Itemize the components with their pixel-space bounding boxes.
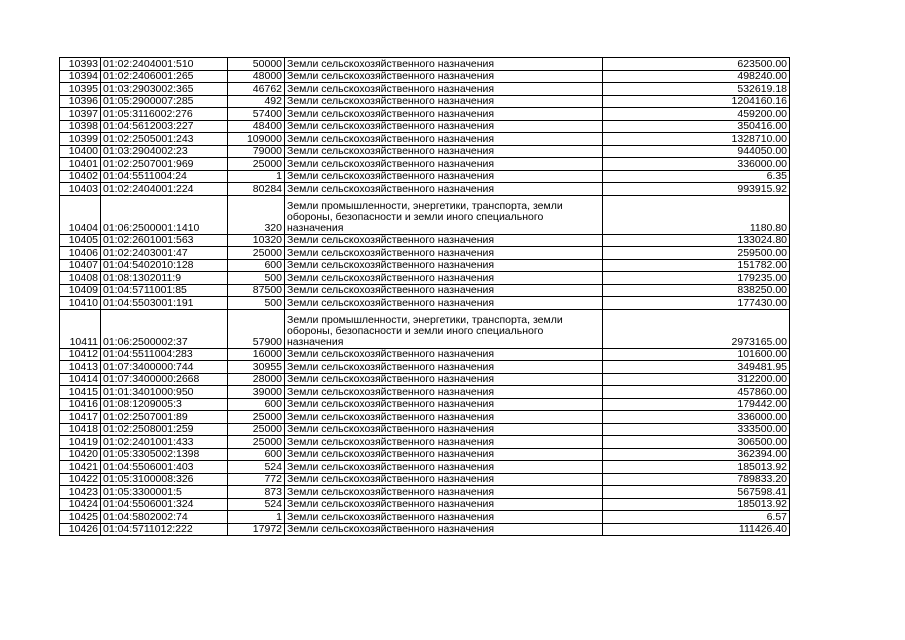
- cell-cadastral-value: 133024.80: [603, 234, 790, 247]
- table-row: [60, 398, 790, 411]
- cell-cadastral-number: 01:05:3100008:326: [101, 473, 228, 486]
- cell-cadastral-value: 838250.00: [603, 284, 790, 297]
- cell-row-number: 10420: [60, 448, 101, 461]
- cell-row-number: 10415: [60, 386, 101, 399]
- cell-cadastral-number: 01:02:2505001:243: [101, 133, 228, 146]
- cell-cadastral-number: 01:02:2404001:510: [101, 58, 228, 71]
- table-row: [60, 158, 790, 171]
- cell-area: 57400: [228, 108, 285, 121]
- cell-cadastral-value: 6.57: [603, 511, 790, 524]
- cell-cadastral-number: 01:02:2601001:563: [101, 234, 228, 247]
- cell-cadastral-number: 01:04:5506001:403: [101, 461, 228, 474]
- cell-land-category: Земли сельскохозяйственного назначения: [285, 511, 603, 524]
- cell-cadastral-number: 01:06:2500002:37: [101, 309, 228, 348]
- cell-cadastral-number: 01:06:2500001:1410: [101, 195, 228, 234]
- cell-area: 25000: [228, 436, 285, 449]
- cell-cadastral-number: 01:02:2403001:47: [101, 247, 228, 260]
- cell-row-number: 10418: [60, 423, 101, 436]
- cell-row-number: 10413: [60, 361, 101, 374]
- cell-area: 600: [228, 398, 285, 411]
- cell-area: 600: [228, 259, 285, 272]
- cell-row-number: 10399: [60, 133, 101, 146]
- cell-cadastral-value: 179235.00: [603, 272, 790, 285]
- cell-cadastral-number: 01:04:5612003:227: [101, 120, 228, 133]
- cell-area: 320: [228, 195, 285, 234]
- cell-row-number: 10419: [60, 436, 101, 449]
- cell-area: 48400: [228, 120, 285, 133]
- cell-cadastral-value: 532619.18: [603, 83, 790, 96]
- cell-land-category: Земли сельскохозяйственного назначения: [285, 158, 603, 171]
- cell-row-number: 10423: [60, 486, 101, 499]
- cell-row-number: 10416: [60, 398, 101, 411]
- cell-cadastral-value: 1328710.00: [603, 133, 790, 146]
- cell-cadastral-value: 498240.00: [603, 70, 790, 83]
- cell-row-number: 10407: [60, 259, 101, 272]
- cell-area: 16000: [228, 348, 285, 361]
- cell-land-category: Земли сельскохозяйственного назначения: [285, 183, 603, 196]
- cell-row-number: 10405: [60, 234, 101, 247]
- cell-land-category: Земли сельскохозяйственного назначения: [285, 373, 603, 386]
- cell-cadastral-number: 01:04:5802002:74: [101, 511, 228, 524]
- table-row: [60, 436, 790, 449]
- table-row: [60, 361, 790, 374]
- table-row: [60, 411, 790, 424]
- cell-cadastral-number: 01:04:5506001:324: [101, 498, 228, 511]
- cell-cadastral-value: 350416.00: [603, 120, 790, 133]
- cell-cadastral-value: 185013.92: [603, 498, 790, 511]
- cell-cadastral-number: 01:05:2900007:285: [101, 95, 228, 108]
- cell-cadastral-value: 336000.00: [603, 158, 790, 171]
- cell-area: 87500: [228, 284, 285, 297]
- cell-land-category: Земли сельскохозяйственного назначения: [285, 284, 603, 297]
- cell-land-category: Земли промышленности, энергетики, транспорта, земли обороны, безопасности и земли иного специального назначения: [285, 309, 603, 348]
- cell-land-category: Земли сельскохозяйственного назначения: [285, 423, 603, 436]
- table-row: [60, 95, 790, 108]
- cell-land-category: Земли сельскохозяйственного назначения: [285, 348, 603, 361]
- cell-area: 79000: [228, 145, 285, 158]
- cell-cadastral-number: 01:02:2507001:89: [101, 411, 228, 424]
- cell-land-category: Земли сельскохозяйственного назначения: [285, 272, 603, 285]
- cell-row-number: 10402: [60, 170, 101, 183]
- cell-area: 873: [228, 486, 285, 499]
- cell-row-number: 10411: [60, 309, 101, 348]
- cell-cadastral-value: 993915.92: [603, 183, 790, 196]
- cell-cadastral-value: 349481.95: [603, 361, 790, 374]
- cell-cadastral-number: 01:02:2508001:259: [101, 423, 228, 436]
- cell-cadastral-value: 567598.41: [603, 486, 790, 499]
- cell-land-category: Земли сельскохозяйственного назначения: [285, 461, 603, 474]
- cell-area: 500: [228, 272, 285, 285]
- cell-row-number: 10426: [60, 523, 101, 536]
- cell-row-number: 10393: [60, 58, 101, 71]
- cell-cadastral-number: 01:04:5503001:191: [101, 297, 228, 310]
- table-body: [60, 58, 790, 536]
- cell-land-category: Земли сельскохозяйственного назначения: [285, 83, 603, 96]
- cell-area: 772: [228, 473, 285, 486]
- cell-area: 109000: [228, 133, 285, 146]
- cell-cadastral-value: 336000.00: [603, 411, 790, 424]
- cell-cadastral-value: 333500.00: [603, 423, 790, 436]
- cell-cadastral-value: 362394.00: [603, 448, 790, 461]
- cell-area: 30955: [228, 361, 285, 374]
- cell-area: 25000: [228, 411, 285, 424]
- cell-cadastral-number: 01:07:3400000:2668: [101, 373, 228, 386]
- table-row: [60, 297, 790, 310]
- cell-land-category: Земли сельскохозяйственного назначения: [285, 95, 603, 108]
- table-row: [60, 120, 790, 133]
- cell-cadastral-value: 1180.80: [603, 195, 790, 234]
- cell-area: 25000: [228, 158, 285, 171]
- cell-cadastral-value: 185013.92: [603, 461, 790, 474]
- cell-land-category: Земли сельскохозяйственного назначения: [285, 247, 603, 260]
- cell-cadastral-value: 2973165.00: [603, 309, 790, 348]
- cell-area: 57900: [228, 309, 285, 348]
- cell-row-number: 10397: [60, 108, 101, 121]
- cell-area: 600: [228, 448, 285, 461]
- cell-cadastral-value: 1204160.16: [603, 95, 790, 108]
- cell-land-category: Земли промышленности, энергетики, транспорта, земли обороны, безопасности и земли иного специального назначения: [285, 195, 603, 234]
- cell-land-category: Земли сельскохозяйственного назначения: [285, 170, 603, 183]
- cell-land-category: Земли сельскохозяйственного назначения: [285, 398, 603, 411]
- cell-cadastral-value: 312200.00: [603, 373, 790, 386]
- cell-area: 50000: [228, 58, 285, 71]
- cell-land-category: Земли сельскохозяйственного назначения: [285, 145, 603, 158]
- table-row: [60, 247, 790, 260]
- cell-cadastral-number: 01:02:2401001:433: [101, 436, 228, 449]
- cell-land-category: Земли сельскохозяйственного назначения: [285, 473, 603, 486]
- table-row: [60, 70, 790, 83]
- table-row: [60, 284, 790, 297]
- table-row: [60, 272, 790, 285]
- cell-land-category: Земли сельскохозяйственного назначения: [285, 498, 603, 511]
- table-row: [60, 145, 790, 158]
- table-row: [60, 348, 790, 361]
- cell-row-number: 10410: [60, 297, 101, 310]
- cell-area: 48000: [228, 70, 285, 83]
- cell-land-category: Земли сельскохозяйственного назначения: [285, 108, 603, 121]
- cell-cadastral-value: 789833.20: [603, 473, 790, 486]
- cell-cadastral-number: 01:05:3305002:1398: [101, 448, 228, 461]
- cell-area: 524: [228, 461, 285, 474]
- cell-cadastral-number: 01:03:2903002:365: [101, 83, 228, 96]
- cell-cadastral-value: 151782.00: [603, 259, 790, 272]
- cell-land-category: Земли сельскохозяйственного назначения: [285, 361, 603, 374]
- cell-row-number: 10412: [60, 348, 101, 361]
- cell-land-category: Земли сельскохозяйственного назначения: [285, 133, 603, 146]
- table-row: [60, 83, 790, 96]
- cell-area: 524: [228, 498, 285, 511]
- cell-row-number: 10406: [60, 247, 101, 260]
- cell-cadastral-number: 01:02:2404001:224: [101, 183, 228, 196]
- cell-row-number: 10394: [60, 70, 101, 83]
- cell-cadastral-number: 01:04:5402010:128: [101, 259, 228, 272]
- cell-cadastral-number: 01:07:3400000:744: [101, 361, 228, 374]
- table-row: [60, 108, 790, 121]
- cell-row-number: 10404: [60, 195, 101, 234]
- cell-land-category: Земли сельскохозяйственного назначения: [285, 486, 603, 499]
- table-row: [60, 473, 790, 486]
- cell-cadastral-number: 01:04:5711001:85: [101, 284, 228, 297]
- cell-area: 1: [228, 511, 285, 524]
- cell-land-category: Земли сельскохозяйственного назначения: [285, 411, 603, 424]
- cell-row-number: 10424: [60, 498, 101, 511]
- table-row: [60, 373, 790, 386]
- table-row: [60, 170, 790, 183]
- table-row: [60, 498, 790, 511]
- cell-row-number: 10425: [60, 511, 101, 524]
- cell-cadastral-value: 6.35: [603, 170, 790, 183]
- cell-land-category: Земли сельскохозяйственного назначения: [285, 386, 603, 399]
- cell-row-number: 10422: [60, 473, 101, 486]
- cell-cadastral-number: 01:04:5511004:283: [101, 348, 228, 361]
- table-row: [60, 523, 790, 536]
- cell-area: 10320: [228, 234, 285, 247]
- cell-area: 500: [228, 297, 285, 310]
- cell-area: 46762: [228, 83, 285, 96]
- cell-cadastral-value: 623500.00: [603, 58, 790, 71]
- cell-land-category: Земли сельскохозяйственного назначения: [285, 523, 603, 536]
- cell-cadastral-number: 01:02:2406001:265: [101, 70, 228, 83]
- cell-cadastral-value: 306500.00: [603, 436, 790, 449]
- cell-row-number: 10417: [60, 411, 101, 424]
- cell-cadastral-number: 01:05:3300001:5: [101, 486, 228, 499]
- cell-cadastral-value: 457860.00: [603, 386, 790, 399]
- cell-cadastral-value: 101600.00: [603, 348, 790, 361]
- cell-land-category: Земли сельскохозяйственного назначения: [285, 234, 603, 247]
- table-row: [60, 234, 790, 247]
- cell-cadastral-number: 01:08:1302011:9: [101, 272, 228, 285]
- cell-land-category: Земли сельскохозяйственного назначения: [285, 436, 603, 449]
- cell-row-number: 10408: [60, 272, 101, 285]
- cell-area: 1: [228, 170, 285, 183]
- cell-cadastral-value: 259500.00: [603, 247, 790, 260]
- cell-cadastral-value: 179442.00: [603, 398, 790, 411]
- cell-land-category: Земли сельскохозяйственного назначения: [285, 259, 603, 272]
- cell-row-number: 10398: [60, 120, 101, 133]
- cell-row-number: 10401: [60, 158, 101, 171]
- cell-cadastral-value: 111426.40: [603, 523, 790, 536]
- cell-area: 17972: [228, 523, 285, 536]
- cell-row-number: 10414: [60, 373, 101, 386]
- table-row: [60, 183, 790, 196]
- cell-land-category: Земли сельскохозяйственного назначения: [285, 120, 603, 133]
- cell-cadastral-number: 01:03:2904002:23: [101, 145, 228, 158]
- cell-land-category: Земли сельскохозяйственного назначения: [285, 58, 603, 71]
- table-row: [60, 423, 790, 436]
- cell-row-number: 10400: [60, 145, 101, 158]
- table-row: [60, 448, 790, 461]
- cell-land-category: Земли сельскохозяйственного назначения: [285, 70, 603, 83]
- table-row: [60, 511, 790, 524]
- cell-area: 80284: [228, 183, 285, 196]
- cell-cadastral-number: 01:02:2507001:969: [101, 158, 228, 171]
- cell-cadastral-value: 177430.00: [603, 297, 790, 310]
- table-row: [60, 58, 790, 71]
- cell-area: 492: [228, 95, 285, 108]
- cell-area: 25000: [228, 423, 285, 436]
- cell-row-number: 10396: [60, 95, 101, 108]
- table-row: [60, 386, 790, 399]
- table-row: [60, 133, 790, 146]
- cell-cadastral-value: 459200.00: [603, 108, 790, 121]
- cell-cadastral-value: 944050.00: [603, 145, 790, 158]
- cell-cadastral-number: 01:04:5711012:222: [101, 523, 228, 536]
- table-row: [60, 461, 790, 474]
- table-row: [60, 309, 790, 348]
- cell-cadastral-number: 01:05:3116002:276: [101, 108, 228, 121]
- land-parcels-table: [59, 57, 790, 536]
- table-row: [60, 259, 790, 272]
- cell-area: 39000: [228, 386, 285, 399]
- cell-row-number: 10421: [60, 461, 101, 474]
- table-row: [60, 195, 790, 234]
- cell-cadastral-number: 01:01:3401000:950: [101, 386, 228, 399]
- cell-land-category: Земли сельскохозяйственного назначения: [285, 448, 603, 461]
- cell-land-category: Земли сельскохозяйственного назначения: [285, 297, 603, 310]
- cell-cadastral-number: 01:04:5511004:24: [101, 170, 228, 183]
- cell-row-number: 10403: [60, 183, 101, 196]
- cell-row-number: 10395: [60, 83, 101, 96]
- cell-area: 25000: [228, 247, 285, 260]
- cell-area: 28000: [228, 373, 285, 386]
- cell-row-number: 10409: [60, 284, 101, 297]
- table-row: [60, 486, 790, 499]
- cell-cadastral-number: 01:08:1209005:3: [101, 398, 228, 411]
